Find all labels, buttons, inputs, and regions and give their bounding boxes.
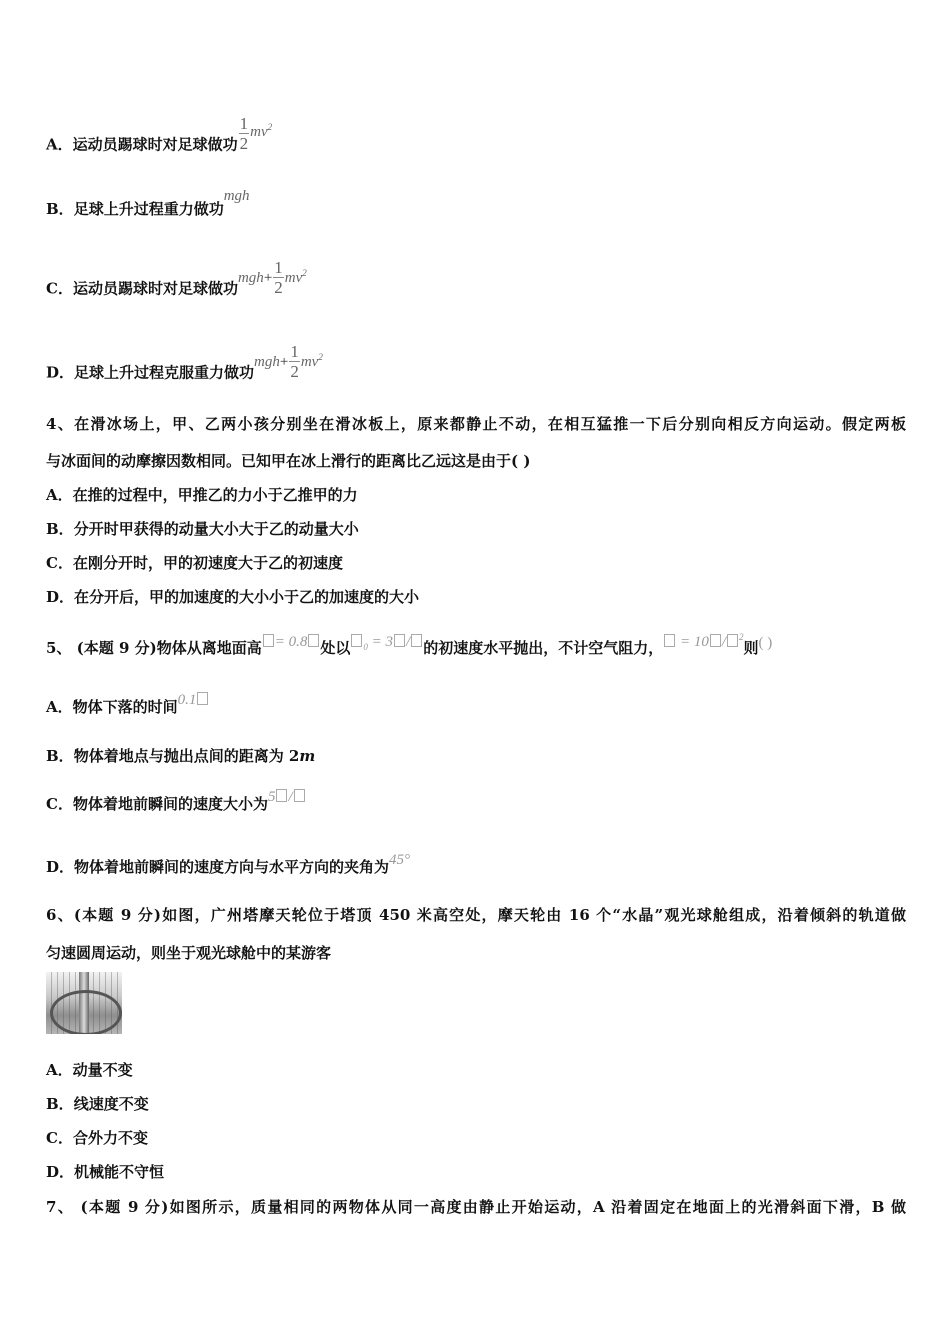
- stem-text-d: 则: [743, 639, 759, 657]
- option-text: 物体着地点与抛出点间的距离为 2: [73, 747, 300, 765]
- option-letter: A．: [46, 486, 73, 504]
- option-letter: A．: [46, 698, 73, 716]
- option-text: 合外力不变: [72, 1129, 148, 1147]
- option-unit: m: [299, 747, 316, 765]
- option-letter: D．: [46, 588, 75, 606]
- option-letter: D．: [46, 1163, 75, 1181]
- option-letter: B．: [46, 1095, 74, 1113]
- option-text: 分开时甲获得的动量大小大于乙的动量大小: [73, 520, 359, 538]
- plus-sign: +: [263, 269, 273, 286]
- option-math: 45°: [389, 852, 411, 868]
- q6-stem-line2: 匀速圆周运动，则坐于观光球舱中的某游客: [46, 944, 332, 962]
- option-letter: C．: [46, 1129, 73, 1147]
- answer-paren: ( ): [758, 635, 773, 651]
- question-number: 5、: [46, 639, 72, 657]
- formula: mgh: [223, 188, 250, 204]
- q3-option-b[interactable]: [46, 188, 250, 220]
- formula-lead: mgh: [254, 353, 280, 370]
- q4-stem-line1: 4、在滑冰场上，甲、乙两小孩分别坐在滑冰板上，原来都静止不动，在相互猛推一下后分别向相反方向运动。假定两板: [46, 415, 906, 433]
- option-letter: B．: [46, 200, 74, 218]
- q5-option-a[interactable]: [46, 692, 209, 718]
- option-text: 在刚分开时，甲的初速度大于乙的初速度: [72, 554, 343, 572]
- option-text: 在推的过程中，甲推乙的力小于乙推甲的力: [72, 486, 358, 504]
- fraction: $\frac{1}{2}$: [290, 342, 299, 381]
- q6-stem-line1: 6、(本题 9 分)如图，广州塔摩天轮位于塔顶 450 米高空处，摩天轮由 16 个“水晶”观光球舱组成，沿着倾斜的轨道做: [46, 906, 906, 924]
- stem-text-b: 处以: [320, 639, 351, 657]
- ferris-wheel-photo: [46, 972, 122, 1034]
- q6-option-a[interactable]: [46, 1060, 133, 1080]
- velocity-formula: $_0$ = 3 /: [350, 634, 423, 650]
- option-text: 物体着地前瞬间的速度大小为: [72, 795, 268, 813]
- option-letter: C．: [46, 554, 73, 572]
- option-text: 运动员踢球时对足球做功: [72, 135, 238, 154]
- q6-option-b[interactable]: [46, 1094, 149, 1114]
- gravity-formula: = 10 / $^2$: [663, 634, 743, 650]
- option-text: 线速度不变: [73, 1095, 149, 1113]
- q3-option-d[interactable]: [46, 342, 323, 393]
- q5-option-c[interactable]: [46, 789, 306, 815]
- q4-option-a[interactable]: [46, 485, 358, 505]
- option-letter: C．: [46, 795, 73, 813]
- option-letter: C．: [46, 279, 73, 298]
- q6-option-c[interactable]: [46, 1128, 148, 1148]
- option-letter: B．: [46, 747, 74, 765]
- option-letter: B．: [46, 520, 74, 538]
- formula-tail: $mv^2$: [284, 267, 307, 286]
- option-math: 5 /: [268, 789, 306, 805]
- q7-stem-line1: 7、 (本题 9 分)如图所示，质量相同的两物体从同一高度由静止开始运动，A 沿着固定在地面上的光滑斜面下滑，B 做: [46, 1198, 906, 1216]
- option-text: 机械能不守恒: [74, 1163, 165, 1181]
- option-letter: D．: [46, 363, 75, 382]
- stem-text-c: 的初速度水平抛出，不计空气阻力，: [423, 639, 664, 657]
- option-math: 0.1: [178, 692, 210, 708]
- option-text: 物体着地前瞬间的速度方向与水平方向的夹角为: [74, 858, 390, 876]
- q5-option-b[interactable]: [46, 746, 315, 766]
- plus-sign: +: [279, 353, 289, 370]
- q6-option-d[interactable]: [46, 1162, 164, 1182]
- q3-option-a[interactable]: [46, 114, 273, 165]
- fraction: $\frac{1}{2}$: [239, 114, 249, 153]
- formula-lead: mgh: [237, 269, 264, 286]
- option-text: 在分开后，甲的加速度的大小小于乙的加速度的大小: [74, 588, 420, 606]
- option-text: 运动员踢球时对足球做功: [72, 279, 238, 298]
- option-letter: A．: [46, 1061, 73, 1079]
- height-formula: = 0.8: [262, 634, 321, 650]
- q4-option-d[interactable]: [46, 587, 419, 607]
- stem-text-a: (本题 9 分)物体从离地面高: [76, 639, 262, 657]
- option-letter: A．: [46, 135, 73, 154]
- option-text: 动量不变: [72, 1061, 133, 1079]
- q4-option-b[interactable]: [46, 519, 359, 539]
- q3-option-c[interactable]: [46, 258, 307, 309]
- fraction: $\frac{1}{2}$: [274, 258, 283, 297]
- formula-tail: $mv^2$: [250, 121, 273, 140]
- q5-stem: [46, 634, 772, 664]
- option-text: 足球上升过程重力做功: [73, 200, 224, 218]
- q4-stem-line2: 与冰面间的动摩擦因数相同。已知甲在冰上滑行的距离比乙远这是由于( ): [46, 452, 531, 470]
- option-letter: D．: [46, 858, 75, 876]
- formula-tail: $mv^2$: [300, 351, 323, 370]
- q4-option-c[interactable]: [46, 553, 343, 573]
- wheel-shape: [50, 990, 122, 1034]
- option-text: 足球上升过程克服重力做功: [74, 363, 255, 382]
- option-text: 物体下落的时间: [72, 698, 178, 716]
- q5-option-d[interactable]: [46, 852, 411, 878]
